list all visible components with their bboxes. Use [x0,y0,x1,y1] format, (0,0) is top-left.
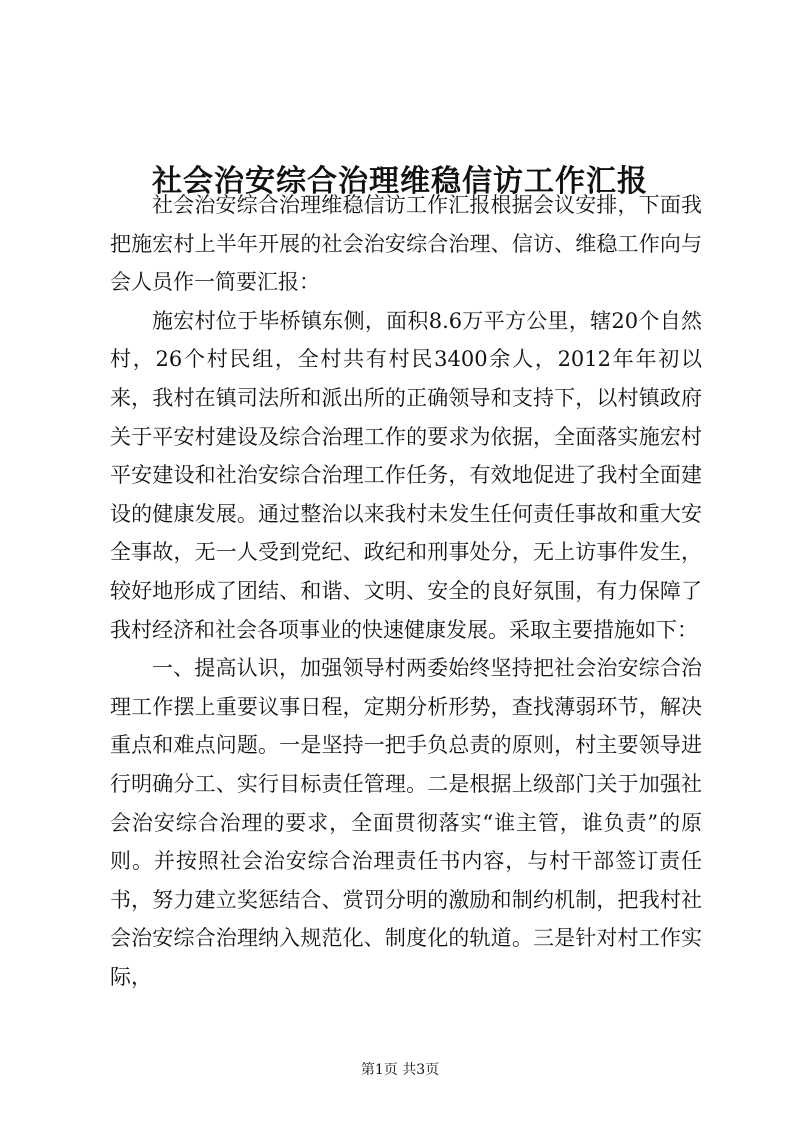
paragraph-village-overview: 施宏村位于毕桥镇东侧，面积8.6万平方公里，辖20个自然村，26个村民组，全村共有村民3400余人，2012年年初以来，我村在镇司法所和派出所的正确领导和支持下，以村镇政府关于平安村建设及综合治理工作的要求为依据，全面落实施宏村平安建设和社治安综合治理工作任务，有效地促进了我村全面建设的健康发展。通过整治以来我村未发生任何责任事故和重大安全事故，无一人受到党纪、政纪和刑事处分，无上访事件发生，较好地形成了团结、和谐、文明、安全的良好氛围，有力保障了我村经济和社会各项事业的快速健康发展。采取主要措施如下： [110,308,702,642]
page-number-footer: 第1页 共3页 [360,1062,440,1078]
paragraph-intro: 社会治安综合治理维稳信访工作汇报根据会议安排，下面我把施宏村上半年开展的社会治安综合治理、信访、维稳工作向与会人员作一简要汇报： [110,193,702,295]
paragraph-measure-one: 一、提高认识，加强领导村两委始终坚持把社会治安综合治理工作摆上重要议事日程，定期分析形势，查找薄弱环节，解决重点和难点问题。一是坚持一把手负总责的原则，村主要领导进行明确分工、实行目标责任管理。二是根据上级部门关于加强社会治安综合治理的要求，全面贯彻落实“谁主管，谁负责”的原则。并按照社会治安综合治理责任书内容，与村干部签订责任书，努力建立奖惩结合、赏罚分明的激励和制约机制，把我村社会治安综合治理纳入规范化、制度化的轨道。三是针对村工作实际， [110,656,702,989]
document-body [110,186,702,996]
document-title: 社会治安综合治理维稳信访工作汇报 [152,164,648,200]
